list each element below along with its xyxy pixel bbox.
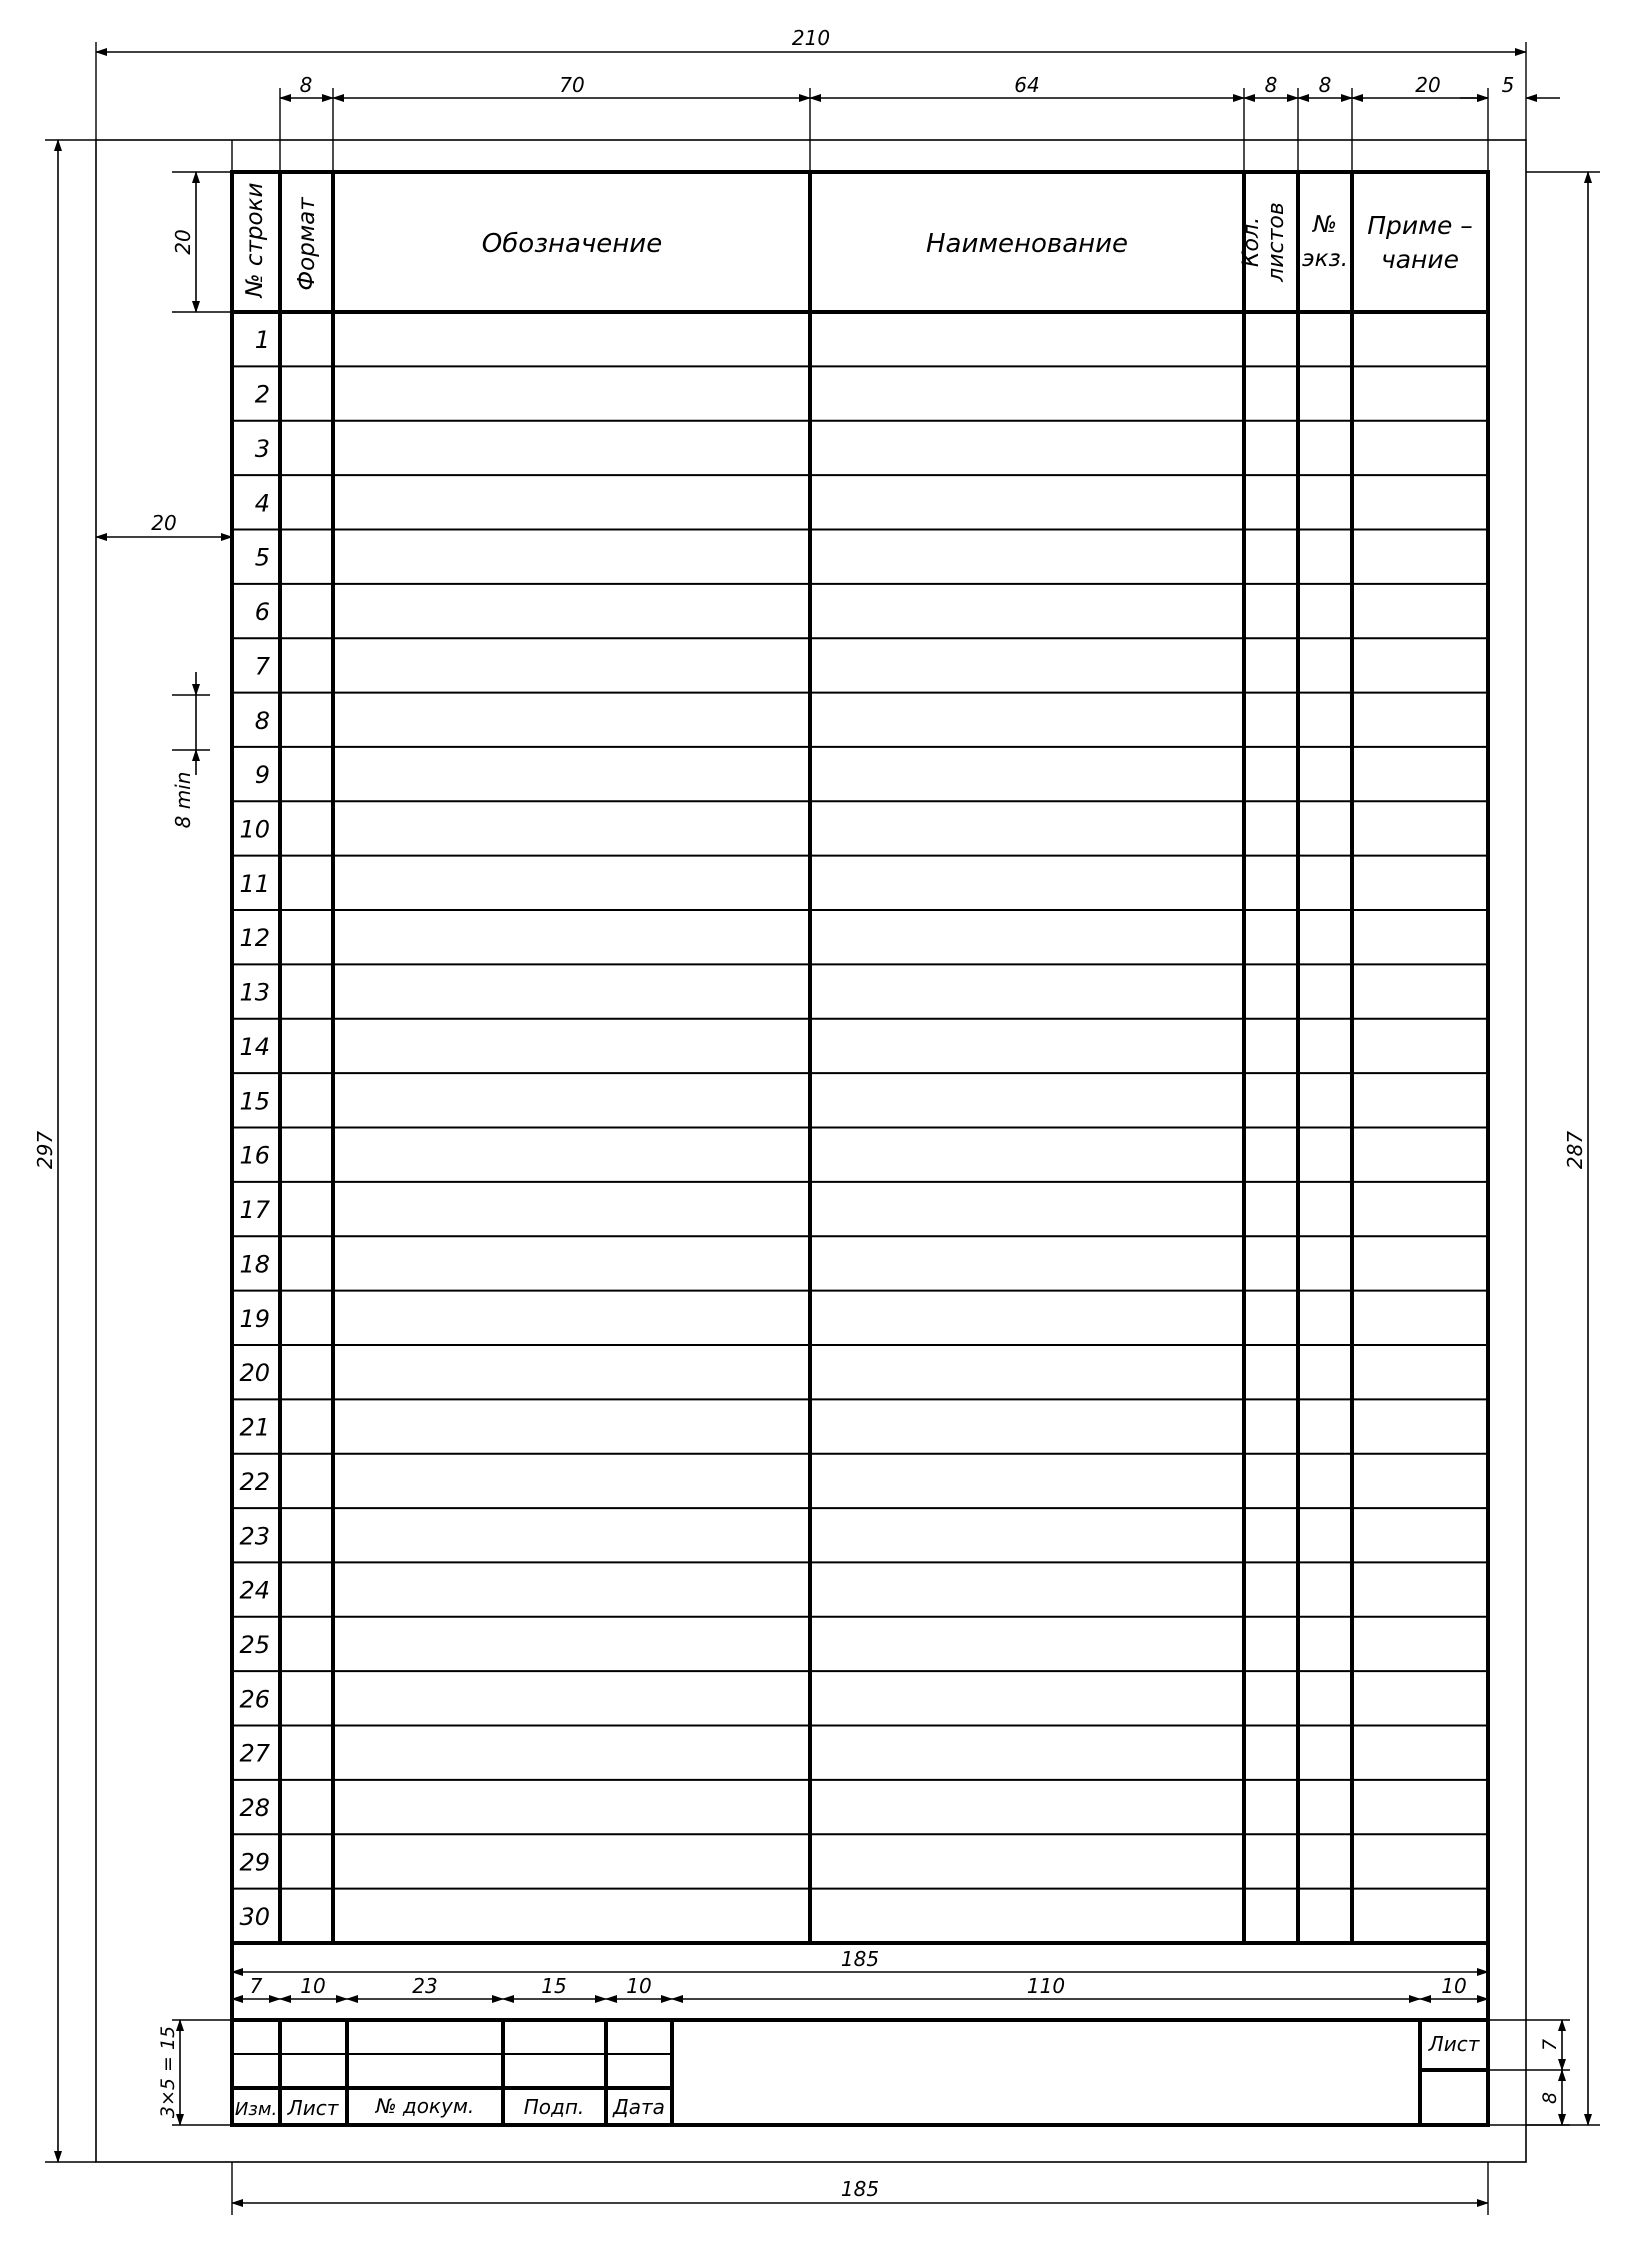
header-copy-1: № [1313, 212, 1337, 238]
dim-tcol-6: 110 [1026, 1974, 1066, 1998]
dim-frame-width-top: 185 [840, 1947, 880, 1971]
row-number: 26 [239, 1685, 270, 1714]
dim-tcol-2: 10 [300, 1974, 326, 1998]
tb-sheet: Лист [1428, 2032, 1480, 2056]
dim-tcol-5: 10 [626, 1974, 652, 1998]
header-note-1: Приме – [1367, 211, 1473, 240]
header-name: Наименование [925, 229, 1129, 259]
row-number: 23 [239, 1522, 270, 1551]
header-copy-2: экз. [1301, 246, 1349, 272]
row-number: 13 [239, 978, 270, 1007]
dim-col-1: 8 [299, 73, 313, 97]
tb-date: Дата [613, 2095, 665, 2119]
row-number: 2 [254, 380, 270, 409]
dim-tcol-1: 7 [249, 1974, 263, 1998]
row-number: 7 [254, 652, 270, 681]
dim-col-3: 64 [1014, 73, 1040, 97]
dim-title-rows: 3×5 = 15 [157, 2025, 179, 2119]
dim-col-2: 70 [559, 73, 585, 97]
dim-title-row-bottom: 8 [1539, 2091, 1561, 2105]
row-number: 10 [239, 815, 270, 844]
row-number: 12 [239, 924, 270, 953]
row-number: 9 [254, 761, 270, 790]
header-row-no: № строки [242, 182, 268, 298]
dim-row-height: 8 min [171, 771, 195, 829]
header-designation: Обозначение [481, 229, 663, 259]
row-number: 3 [254, 434, 270, 463]
tb-doc: № докум. [375, 2094, 475, 2118]
row-number: 27 [239, 1739, 270, 1768]
dim-col-4: 8 [1264, 73, 1278, 97]
header-sheets-2: листов [1264, 202, 1289, 282]
dim-tcol-3: 23 [412, 1974, 438, 1998]
row-number: 18 [239, 1250, 270, 1279]
row-number: 24 [239, 1576, 270, 1605]
dim-header-height: 20 [171, 229, 195, 255]
header-sheets-1: Кол. [1239, 216, 1264, 268]
dim-sheet-height: 297 [33, 1130, 57, 1170]
dim-frame-height: 287 [1563, 1130, 1587, 1170]
specification-table [232, 172, 1488, 1943]
row-number: 16 [239, 1141, 270, 1170]
row-number: 22 [239, 1467, 270, 1496]
row-number: 8 [254, 706, 270, 735]
header-note-2: чание [1380, 245, 1460, 274]
row-number: 15 [239, 1087, 270, 1116]
row-number: 21 [239, 1413, 270, 1442]
row-number: 17 [239, 1196, 270, 1225]
row-number: 25 [239, 1630, 270, 1659]
dim-col-6: 20 [1415, 73, 1441, 97]
tb-list: Лист [287, 2096, 339, 2120]
dim-title-row-top: 7 [1539, 2038, 1561, 2052]
row-number: 4 [254, 489, 270, 518]
row-number: 6 [254, 598, 270, 627]
row-number: 14 [239, 1032, 270, 1061]
tb-izm: Изм. [234, 2099, 278, 2120]
dim-tcol-7: 10 [1441, 1974, 1467, 1998]
row-number: 29 [239, 1848, 270, 1877]
row-number: 28 [239, 1794, 270, 1823]
row-number: 11 [239, 869, 270, 898]
dim-sheet-width: 210 [791, 26, 831, 50]
dim-col-7: 5 [1501, 73, 1515, 97]
dim-tcol-4: 15 [541, 1974, 567, 1998]
row-number: 5 [254, 543, 270, 572]
dim-left-margin: 20 [151, 511, 177, 535]
row-number: 1 [254, 326, 270, 355]
dim-col-5: 8 [1318, 73, 1332, 97]
header-format: Формат [294, 197, 320, 291]
row-number: 19 [239, 1304, 270, 1333]
row-number: 30 [239, 1902, 270, 1931]
dim-frame-width-bottom: 185 [840, 2177, 880, 2201]
row-number: 20 [239, 1359, 270, 1388]
tb-sign: Подп. [523, 2095, 585, 2119]
